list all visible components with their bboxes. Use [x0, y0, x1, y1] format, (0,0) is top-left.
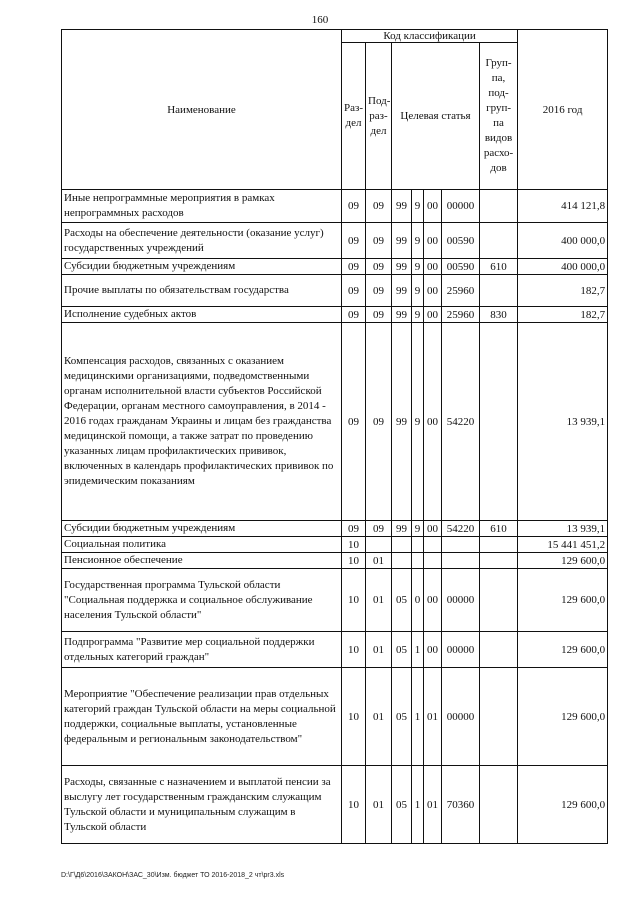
target-event-code: 00	[424, 307, 442, 323]
target-event-code	[424, 553, 442, 569]
amount-2016: 13 939,1	[518, 323, 608, 521]
target-event-code: 00	[424, 259, 442, 275]
amount-2016: 414 121,8	[518, 190, 608, 223]
target-direction-code: 00000	[442, 668, 480, 766]
target-event-code	[424, 537, 442, 553]
row-name: Пенсионное обеспечение	[62, 553, 342, 569]
table-row	[62, 323, 608, 521]
subsection-code: 09	[366, 521, 392, 537]
target-direction-code	[442, 553, 480, 569]
amount-2016: 400 000,0	[518, 223, 608, 259]
row-name: Прочие выплаты по обязательствам государства	[62, 275, 342, 307]
file-path-footer: D:\Г\Д6\2016\ЗАКОН\ЗАС_30\Изм. бюджет ТО 2016-2018_2 чт\pr3.xls	[61, 872, 285, 879]
subsection-code: 09	[366, 307, 392, 323]
header-subsection: Под-раз-дел	[366, 43, 392, 190]
amount-2016: 13 939,1	[518, 521, 608, 537]
target-direction-code: 00590	[442, 259, 480, 275]
subsection-code: 09	[366, 190, 392, 223]
target-subprogram-code: 9	[412, 323, 424, 521]
budget-table	[61, 29, 608, 844]
table-row	[62, 190, 608, 223]
section-code: 09	[342, 307, 366, 323]
table-row	[62, 275, 608, 307]
target-program-code: 99	[392, 521, 412, 537]
target-subprogram-code: 9	[412, 275, 424, 307]
subsection-code: 01	[366, 569, 392, 632]
section-code: 09	[342, 223, 366, 259]
target-subprogram-code	[412, 553, 424, 569]
expense-group-code: 830	[480, 307, 518, 323]
expense-group-code	[480, 275, 518, 307]
target-program-code: 99	[392, 190, 412, 223]
subsection-code: 09	[366, 259, 392, 275]
target-subprogram-code: 1	[412, 668, 424, 766]
section-code: 10	[342, 553, 366, 569]
table-row	[62, 766, 608, 844]
amount-2016: 182,7	[518, 275, 608, 307]
table-row	[62, 259, 608, 275]
table-row	[62, 521, 608, 537]
row-name: Мероприятие "Обеспечение реализации прав отдельных категорий граждан Тульской области на меры социальной поддержки, социальные выплаты, установленные федеральным и региональным законодательством"	[62, 668, 342, 766]
target-subprogram-code: 9	[412, 190, 424, 223]
amount-2016: 182,7	[518, 307, 608, 323]
amount-2016: 129 600,0	[518, 569, 608, 632]
target-direction-code: 00000	[442, 569, 480, 632]
target-direction-code	[442, 537, 480, 553]
target-direction-code: 54220	[442, 323, 480, 521]
row-name: Подпрограмма "Развитие мер социальной поддержки отдельных категорий граждан"	[62, 632, 342, 668]
amount-2016: 129 600,0	[518, 553, 608, 569]
amount-2016: 15 441 451,2	[518, 537, 608, 553]
amount-2016: 400 000,0	[518, 259, 608, 275]
target-event-code: 00	[424, 190, 442, 223]
target-program-code: 99	[392, 223, 412, 259]
subsection-code: 01	[366, 766, 392, 844]
section-code: 09	[342, 275, 366, 307]
row-name: Иные непрограммные мероприятия в рамках непрограммных расходов	[62, 190, 342, 223]
target-subprogram-code: 1	[412, 632, 424, 668]
target-event-code: 00	[424, 569, 442, 632]
expense-group-code	[480, 766, 518, 844]
row-name: Расходы, связанные с назначением и выплатой пенсии за выслугу лет государственным гражданским служащим Тульской области и муниципальным служащим в Тульской области	[62, 766, 342, 844]
header-target-article: Целевая статья	[392, 43, 480, 190]
target-program-code	[392, 553, 412, 569]
expense-group-code	[480, 190, 518, 223]
target-program-code: 05	[392, 766, 412, 844]
target-event-code: 00	[424, 521, 442, 537]
section-code: 10	[342, 632, 366, 668]
section-code: 10	[342, 668, 366, 766]
header-year: 2016 год	[518, 30, 608, 190]
target-event-code: 00	[424, 275, 442, 307]
target-program-code: 99	[392, 259, 412, 275]
target-event-code: 01	[424, 668, 442, 766]
row-name: Расходы на обеспечение деятельности (оказание услуг) государственных учреждений	[62, 223, 342, 259]
header-section: Раз-дел	[342, 43, 366, 190]
target-event-code: 00	[424, 323, 442, 521]
target-direction-code: 00590	[442, 223, 480, 259]
target-subprogram-code: 9	[412, 307, 424, 323]
target-program-code: 05	[392, 668, 412, 766]
target-event-code: 00	[424, 632, 442, 668]
table-row	[62, 569, 608, 632]
expense-group-code	[480, 632, 518, 668]
table-row	[62, 553, 608, 569]
subsection-code: 01	[366, 632, 392, 668]
subsection-code	[366, 537, 392, 553]
section-code: 10	[342, 537, 366, 553]
expense-group-code	[480, 223, 518, 259]
amount-2016: 129 600,0	[518, 668, 608, 766]
expense-group-code	[480, 553, 518, 569]
expense-group-code: 610	[480, 521, 518, 537]
target-direction-code: 25960	[442, 307, 480, 323]
target-program-code	[392, 537, 412, 553]
target-direction-code: 00000	[442, 190, 480, 223]
target-direction-code: 00000	[442, 632, 480, 668]
target-program-code: 99	[392, 307, 412, 323]
target-subprogram-code: 9	[412, 259, 424, 275]
target-subprogram-code: 1	[412, 766, 424, 844]
target-program-code: 99	[392, 275, 412, 307]
target-program-code: 99	[392, 323, 412, 521]
row-name: Государственная программа Тульской области "Социальная поддержка и социальное обслуживание населения Тульской области"	[62, 569, 342, 632]
row-name: Социальная политика	[62, 537, 342, 553]
target-direction-code: 25960	[442, 275, 480, 307]
target-subprogram-code: 0	[412, 569, 424, 632]
section-code: 10	[342, 569, 366, 632]
target-event-code: 01	[424, 766, 442, 844]
target-direction-code: 70360	[442, 766, 480, 844]
table-row	[62, 307, 608, 323]
row-name: Субсидии бюджетным учреждениям	[62, 521, 342, 537]
row-name: Исполнение судебных актов	[62, 307, 342, 323]
expense-group-code	[480, 569, 518, 632]
expense-group-code	[480, 323, 518, 521]
section-code: 09	[342, 259, 366, 275]
table-row	[62, 632, 608, 668]
header-name: Наименование	[62, 30, 342, 190]
header-classification: Код классификации	[342, 30, 518, 43]
amount-2016: 129 600,0	[518, 632, 608, 668]
row-name: Субсидии бюджетным учреждениям	[62, 259, 342, 275]
subsection-code: 09	[366, 323, 392, 521]
target-program-code: 05	[392, 569, 412, 632]
expense-group-code	[480, 537, 518, 553]
target-direction-code: 54220	[442, 521, 480, 537]
table-row	[62, 537, 608, 553]
subsection-code: 01	[366, 668, 392, 766]
section-code: 09	[342, 521, 366, 537]
row-name: Компенсация расходов, связанных с оказанием медицинскими организациями, подведомственными органам исполнительной власти субъектов Российской Федерации, органам местного самоуправления, в 2014 - 2016 годах гражданам Украины и лицам без гражданства медицинской помощи, а также затрат по проведению указанных лицам профилактических прививок, включенных в календарь профилактических прививок по эпидемическим показаниям	[62, 323, 342, 521]
subsection-code: 01	[366, 553, 392, 569]
header-expense-group: Груп-па, под-груп-па видов расхо-дов	[480, 43, 518, 190]
amount-2016: 129 600,0	[518, 766, 608, 844]
subsection-code: 09	[366, 223, 392, 259]
subsection-code: 09	[366, 275, 392, 307]
target-program-code: 05	[392, 632, 412, 668]
target-event-code: 00	[424, 223, 442, 259]
section-code: 10	[342, 766, 366, 844]
expense-group-code	[480, 668, 518, 766]
table-row	[62, 668, 608, 766]
expense-group-code: 610	[480, 259, 518, 275]
section-code: 09	[342, 323, 366, 521]
page-number: 160	[311, 14, 329, 26]
target-subprogram-code: 9	[412, 223, 424, 259]
section-code: 09	[342, 190, 366, 223]
target-subprogram-code	[412, 537, 424, 553]
target-subprogram-code: 9	[412, 521, 424, 537]
table-row	[62, 223, 608, 259]
